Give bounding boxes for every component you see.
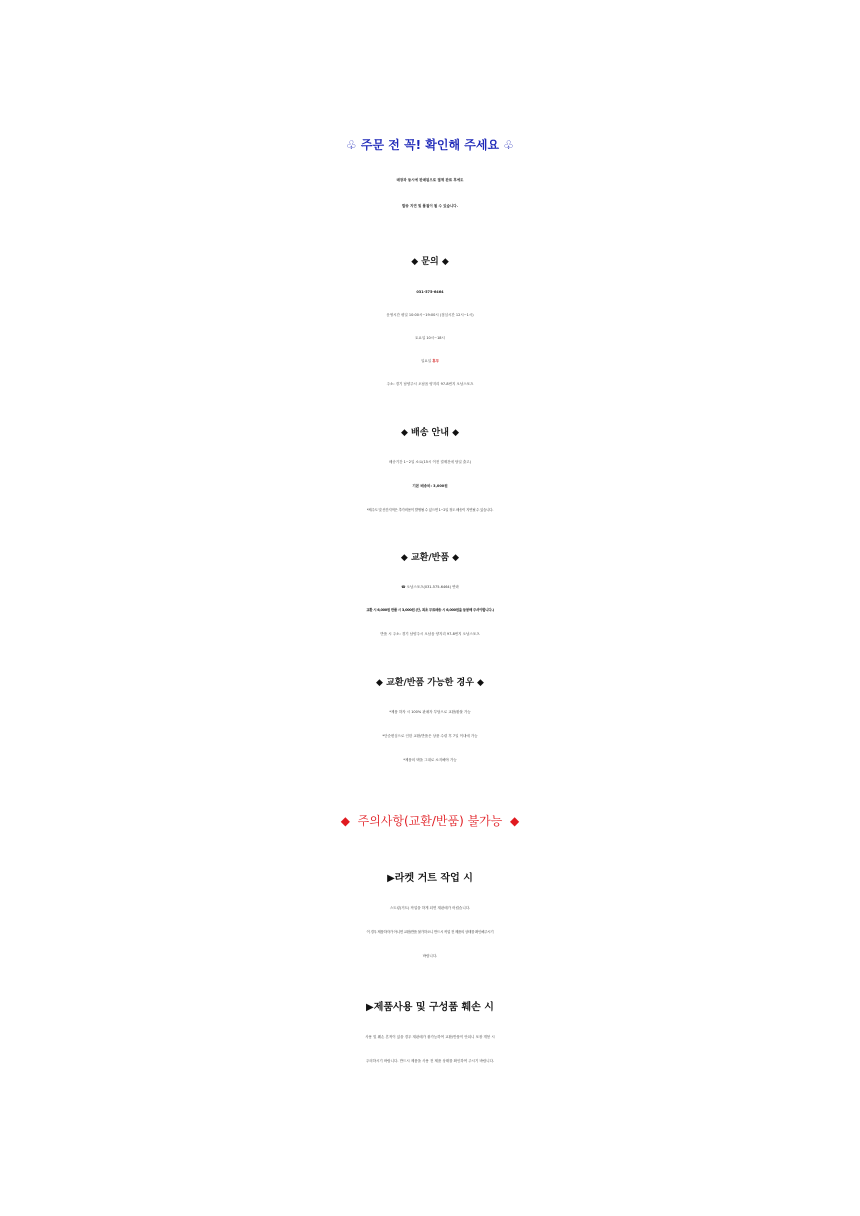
inquiry-phone: 031-575-6464 [416, 290, 444, 294]
exchange-title: ◆ 교환/반품 ◆ [400, 553, 460, 563]
shipping-note: *제주도 및 산간지역은 추가비용이 발생될 수 있으면 1~2일 정도 배송이 지연될 수 있습니다. [366, 508, 494, 512]
eligible-item: *제품 하자 시 100% 판매자 부담으로 교환/환불 가능 [389, 710, 471, 714]
exchange-contact: ☎ 오남스포츠(031-575-6464) 연락 [401, 585, 459, 589]
notice-line-2: 발송 지연 및 품절이 될 수 있습니다. [402, 204, 458, 208]
caution-title-text: 주의사항(교환/반품) 불가능 [357, 814, 503, 828]
racket-line: 이 경우 제품하자가 아니면 교환/반품 불가하오니 반드시 작업 전 제품의 상태를 확인해주시기 [366, 930, 494, 934]
damage-title: ▶제품사용 및 구성품 훼손 시 [366, 1002, 494, 1013]
racket-line: 바랍니다. [422, 954, 438, 958]
racket-title: ▶라켓 거트 작업 시 [387, 873, 473, 884]
shipping-title: ◆ 배송 안내 ◆ [400, 428, 460, 438]
eligible-title: ◆ 교환/반품 가능한 경우 ◆ [376, 678, 484, 688]
inquiry-sunday [0, 359, 860, 363]
shipping-period: 배송기간 1~2일 소요(15시 이전 결제건에 당일 출고) [388, 460, 472, 464]
racket-line: 스트링(거트) 작업을 하게 되면 재판매가 어렵습니다. [389, 906, 471, 910]
damage-line: 사용 및 웨손 흔적이 있을 경우 재판매가 불가능하여 교환/반품이 안되니 포장 개봉 시 [365, 1035, 495, 1039]
inquiry-hours: 운영시간 평일 10:00시~19:00시 (점심시간 12시~1시) [386, 313, 474, 317]
inquiry-address: 주소: 경기 남양주시 오남읍 양지리 97-8번지 오남스포츠 [386, 382, 474, 386]
notice-line-1: 매장과 동시에 판매됨으로 결제 완료 후에도 [396, 178, 464, 182]
inquiry-saturday: 토요일 10시~18시 [415, 336, 445, 340]
notice-title: ♧ 주문 전 꼭! 확인해 주세요 ♧ [346, 138, 514, 152]
diamond-icon: ◆ [510, 814, 520, 828]
inquiry-title: ◆ 문의 ◆ [411, 257, 449, 267]
caution-title [0, 814, 860, 828]
damage-line: 주의하시기 바랍니다. 반드시 제품을 사용 전 제품 상태를 확인하여 주시기 바랍니다. [365, 1059, 495, 1063]
exchange-return-address: 반품 시 주소: 경기 남양주시 오남읍 양지리 97-8번지 오남스포츠 [380, 632, 480, 636]
sunday-label: 일요일 [420, 359, 433, 363]
diamond-icon: ◆ [340, 814, 350, 828]
eligible-item: *단순변심으로 인한 교환/반품은 상품 수령 후 7일 이내에 가능 [382, 734, 478, 738]
eligible-item: *제품의 택을 그대로 소지해야 가능 [403, 758, 457, 762]
exchange-fee: 교환 시 6,000원 반품 시 3,000원 (단, 최초 무료배송 시 6,000원을 동봉해 주셔야합니다.) [366, 608, 494, 612]
shipping-fee: 기본 배송비: 3,000원 [412, 484, 448, 488]
sunday-status: 휴무 [432, 359, 440, 363]
